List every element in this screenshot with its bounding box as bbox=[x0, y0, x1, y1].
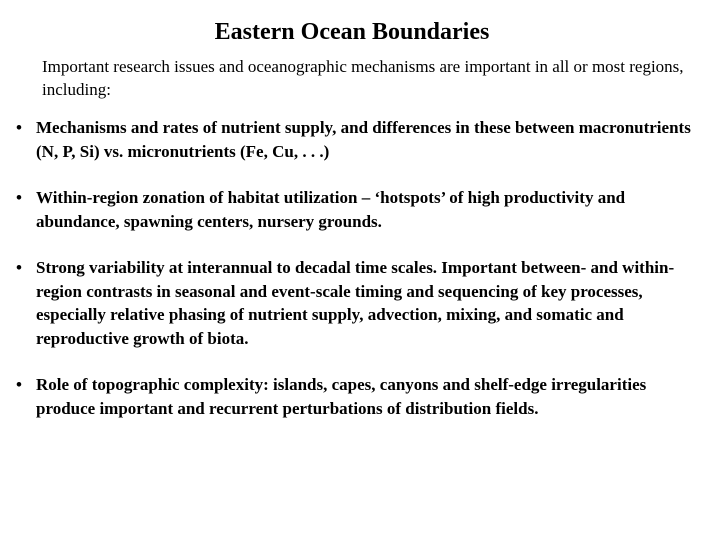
bullet-text: Mechanisms and rates of nutrient supply, and differences in these between macronutrients (N, P, Si) vs. micronutrients (Fe, Cu, . . .) bbox=[36, 118, 691, 161]
bullet-icon: • bbox=[16, 118, 22, 137]
bullet-text: Strong variability at interannual to decadal time scales. Important between- and within-region contrasts in seasonal and event-scale timing and sequencing of key processes, especially relative phasing of nutrient supply, advection, mixing, and somatic and reproductive growth of biota. bbox=[36, 258, 675, 348]
bullet-item-variability bbox=[16, 256, 706, 350]
bullet-text: Within-region zonation of habitat utilization – ‘hotspots’ of high productivity and abundance, spawning centers, nursery grounds. bbox=[36, 188, 626, 231]
bullet-list bbox=[16, 116, 706, 443]
slide-title: Eastern Ocean Boundaries bbox=[214, 19, 490, 45]
intro-text: Important research issues and oceanographic mechanisms are important in all or most regions, including: bbox=[42, 57, 684, 99]
bullet-icon: • bbox=[16, 375, 22, 394]
bullet-text: Role of topographic complexity: islands, capes, canyons and shelf-edge irregularities produce important and recurrent perturbations of distribution fields. bbox=[36, 375, 647, 418]
bullet-icon: • bbox=[16, 188, 22, 207]
bullet-icon: • bbox=[16, 258, 22, 277]
bullet-item-nutrient-supply bbox=[16, 116, 706, 163]
bullet-item-habitat-zonation bbox=[16, 186, 706, 233]
bullet-item-topographic-complexity bbox=[16, 373, 706, 420]
